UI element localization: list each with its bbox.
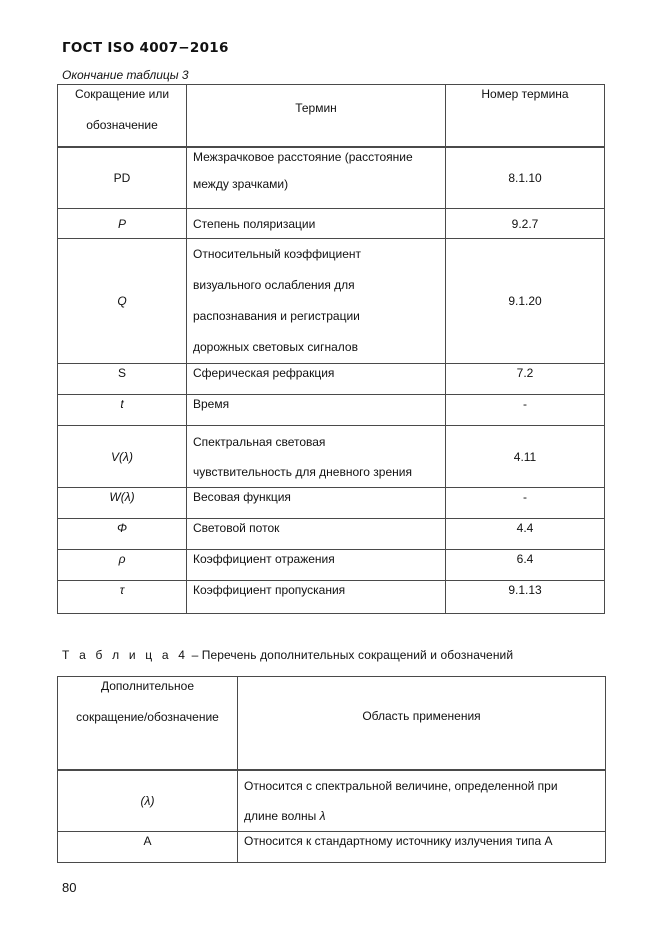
term-cell: Коэффициент отражения: [187, 550, 446, 581]
abbr-cell: PD: [58, 147, 187, 209]
scope-cell: Относится к стандартному источнику излучения типа A: [238, 832, 606, 863]
table-row: [58, 147, 605, 209]
table3-caption: Окончание таблицы 3: [62, 68, 189, 82]
number-cell: -: [446, 488, 605, 519]
table3-header-number: Номер термина: [446, 85, 605, 147]
term-line: дорожных световых сигналов: [193, 340, 358, 354]
term-cell: Сферическая рефракция: [187, 364, 446, 395]
term-line: чувствительность для дневного зрения: [193, 464, 412, 479]
table-row: [58, 581, 605, 614]
term-cell: Коэффициент пропускания: [187, 581, 446, 614]
table-3: [57, 84, 605, 614]
abbr-cell: (λ): [58, 770, 238, 832]
table4-header-scope: Область применения: [238, 677, 606, 770]
term-cell: [187, 147, 446, 209]
number-cell: 9.1.20: [446, 239, 605, 364]
table4-caption-label: Т а б л и ц а 4: [62, 648, 189, 662]
term-line: Спектральная световая: [193, 434, 326, 449]
abbr-cell: t: [58, 395, 187, 426]
term-cell: [187, 426, 446, 488]
abbr-cell: ρ: [58, 550, 187, 581]
table-row: [58, 488, 605, 519]
table4-header-abbr: [58, 677, 238, 770]
number-cell: 9.1.13: [446, 581, 605, 614]
abbr-cell: P: [58, 209, 187, 239]
table4-header-abbr-line2: сокращение/обозначение: [76, 710, 219, 724]
term-line: визуального ослабления для: [193, 278, 355, 292]
table3-header-abbr-line2: обозначение: [86, 118, 158, 132]
table4-caption-title: – Перечень дополнительных сокращений и обозначений: [188, 648, 514, 662]
table3-header-abbr: [58, 85, 187, 147]
table-row: [58, 426, 605, 488]
table4-header-row: [58, 677, 606, 770]
term-line: распознавания и регистрации: [193, 309, 360, 323]
term-line: между зрачками): [193, 176, 289, 191]
number-cell: -: [446, 395, 605, 426]
table-row: [58, 239, 605, 364]
number-cell: 4.4: [446, 519, 605, 550]
table3-header-row: [58, 85, 605, 147]
term-line: Межзрачковое расстояние (расстояние: [193, 149, 413, 164]
abbr-cell: τ: [58, 581, 187, 614]
abbr-cell: A: [58, 832, 238, 863]
number-cell: 9.2.7: [446, 209, 605, 239]
table-row: [58, 770, 606, 832]
abbr-cell: Φ: [58, 519, 187, 550]
term-cell: Весовая функция: [187, 488, 446, 519]
table-row: [58, 209, 605, 239]
scope-line: [244, 801, 605, 831]
lambda-symbol: λ: [319, 808, 326, 823]
document-header: ГОСТ ISO 4007−2016: [62, 40, 229, 56]
abbr-cell: Q: [58, 239, 187, 364]
table-4: [57, 676, 606, 863]
table4-caption: [62, 648, 513, 662]
table-row: [58, 395, 605, 426]
number-cell: 6.4: [446, 550, 605, 581]
scope-cell: [238, 770, 606, 832]
abbr-cell: V(λ): [58, 426, 187, 488]
term-line: Относительный коэффициент: [193, 247, 362, 261]
number-cell: 8.1.10: [446, 147, 605, 209]
table-row: [58, 832, 606, 863]
abbr-cell: W(λ): [58, 488, 187, 519]
term-cell: Световой поток: [187, 519, 446, 550]
table-row: [58, 550, 605, 581]
table-row: [58, 364, 605, 395]
term-cell: [187, 239, 446, 364]
term-cell: Степень поляризации: [187, 209, 446, 239]
table3-header-abbr-line1: Сокращение или: [74, 87, 170, 101]
term-cell: Время: [187, 395, 446, 426]
number-cell: 4.11: [446, 426, 605, 488]
scope-line: Относится с спектральной величине, определенной при: [244, 778, 558, 793]
scope-line-text: длине волны: [244, 808, 320, 823]
table3-header-term: Термин: [187, 85, 446, 147]
table-row: [58, 519, 605, 550]
number-cell: 7.2: [446, 364, 605, 395]
abbr-cell: S: [58, 364, 187, 395]
page-number: 80: [62, 880, 77, 895]
table4-header-abbr-line1: Дополнительное: [100, 679, 195, 693]
